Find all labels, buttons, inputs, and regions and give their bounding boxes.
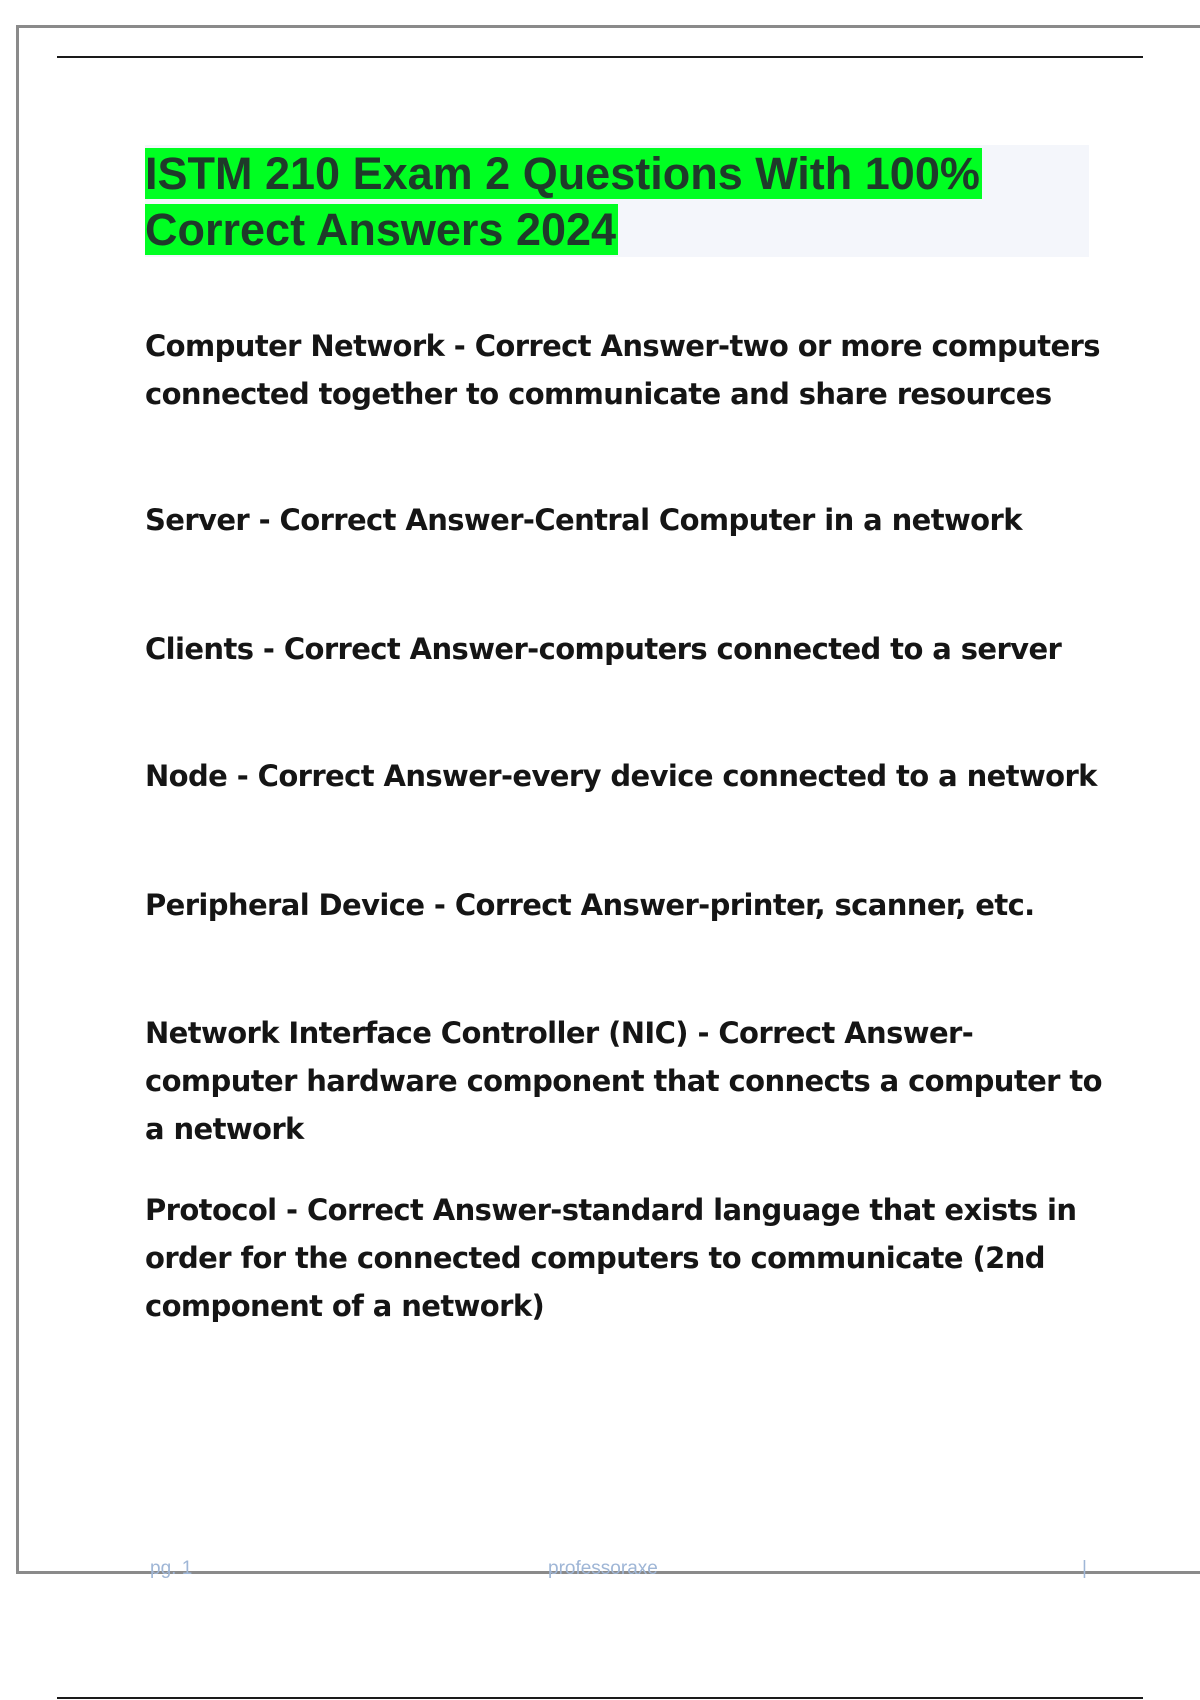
- qa-item: Peripheral Device - Correct Answer-printer, scanner, etc.: [145, 888, 1035, 922]
- footer-page-number: pg. 1: [150, 1558, 193, 1579]
- qa-item: Server - Correct Answer-Central Computer in a network: [145, 503, 1022, 537]
- qa-item: Computer Network - Correct Answer-two or more computers connected together to communicate and share resources: [145, 329, 1100, 411]
- qa-item: Clients - Correct Answer-computers connected to a server: [145, 632, 1062, 666]
- qa-item: Protocol - Correct Answer-standard language that exists in order for the connected computers to communicate (2nd component of a network): [145, 1193, 1077, 1323]
- page-border-top: [16, 25, 1200, 28]
- page-border-left: [16, 25, 19, 1573]
- footer-site-name: professoraxe: [548, 1558, 658, 1579]
- document-title: ISTM 210 Exam 2 Questions With 100% Correct Answers 2024: [145, 148, 980, 255]
- qa-item: Node - Correct Answer-every device connected to a network: [145, 759, 1097, 793]
- qa-item: Network Interface Controller (NIC) - Correct Answer-computer hardware component that connects a computer to a network: [145, 1016, 1102, 1146]
- next-page-header-rule: [57, 1697, 1143, 1699]
- header-rule: [57, 56, 1143, 58]
- footer-separator: |: [1082, 1558, 1087, 1579]
